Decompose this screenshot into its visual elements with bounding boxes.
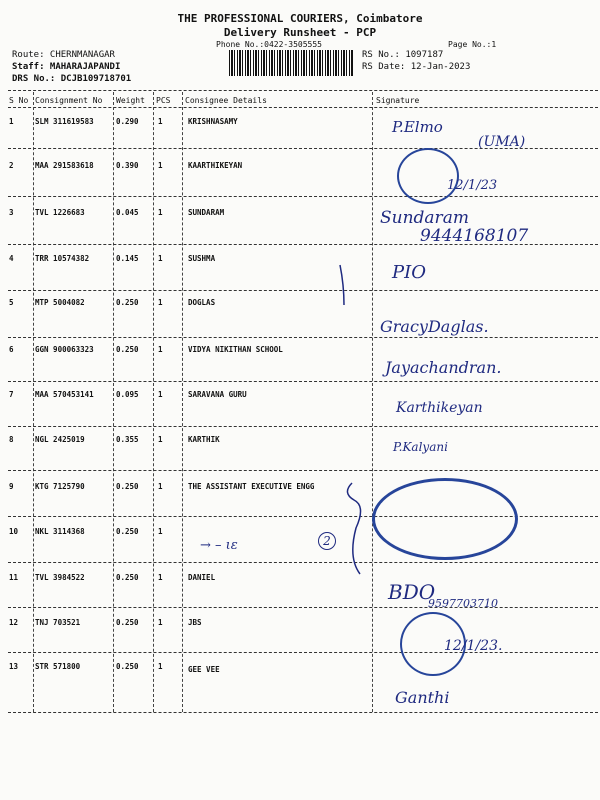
row-sno: 2	[9, 161, 14, 170]
circled-number: 2	[318, 532, 336, 550]
signature-row-4: PIO	[392, 262, 426, 283]
row-rule	[8, 290, 598, 291]
col-header-signature: Signature	[376, 96, 420, 105]
row-consignee: KARTHIK	[188, 435, 220, 444]
phone-number: Phone No.:0422-3505555	[216, 40, 322, 49]
row-sno: 4	[9, 254, 14, 263]
row-weight: 0.250	[116, 345, 139, 354]
col-header-consignee: Consignee Details	[185, 96, 267, 105]
row-pcs: 1	[158, 161, 163, 170]
row-weight: 0.045	[116, 208, 139, 217]
row-pcs: 1	[158, 117, 163, 126]
header-top-rule	[8, 90, 598, 91]
company-name: THE PROFESSIONAL COURIERS, Coimbatore	[177, 12, 423, 25]
barcode	[229, 50, 354, 76]
row-consignee: KRISHNASAMY	[188, 117, 238, 126]
row-consignee: SUSHMA	[188, 254, 216, 263]
row-consignee: VIDYA NIKITHAN SCHOOL	[188, 345, 283, 354]
row-rule	[8, 381, 598, 382]
row-10-handwritten-note: → – ιε	[200, 538, 238, 553]
row-rule	[8, 337, 598, 338]
row-sno: 10	[9, 527, 19, 536]
row-consignment: STR 571800	[35, 662, 81, 671]
route: Route: CHERNMANAGAR	[12, 50, 115, 60]
row-rule	[8, 470, 598, 471]
signature-row-1-note: (UMA)	[478, 134, 526, 150]
row-weight: 0.390	[116, 161, 139, 170]
row-rule	[8, 652, 598, 653]
row-sno: 8	[9, 435, 14, 444]
row-consignment: TVL 1226683	[35, 208, 85, 217]
col-divider	[113, 92, 114, 712]
row-consignment: SLM 311619583	[35, 117, 94, 126]
row-consignee: SUNDARAM	[188, 208, 225, 217]
row-pcs: 1	[158, 618, 163, 627]
row-consignee: THE ASSISTANT EXECUTIVE ENGG	[188, 482, 315, 491]
signature-row-6: Jayachandran.	[385, 358, 502, 377]
row-weight: 0.355	[116, 435, 139, 444]
row-consignee: JBS	[188, 618, 202, 627]
runsheet-title: Delivery Runsheet - PCP	[223, 26, 377, 39]
row-consignment: MAA 291583618	[35, 161, 94, 170]
row-consignment: TNJ 703521	[35, 618, 81, 627]
pen-stroke	[330, 260, 360, 310]
col-divider	[33, 92, 34, 712]
row-pcs: 1	[158, 573, 163, 582]
row-pcs: 1	[158, 662, 163, 671]
signature-row-3-phone: 9444168107	[420, 226, 529, 246]
row-rule	[8, 607, 598, 608]
oval-stamp	[372, 478, 518, 560]
row-weight: 0.095	[116, 390, 139, 399]
row-weight: 0.250	[116, 527, 139, 536]
row-sno: 1	[9, 117, 14, 126]
row-consignee: GEE VEE	[188, 665, 220, 674]
signature-row-11-phone: 9597703710	[428, 597, 498, 610]
signature-row-11: BDO	[388, 580, 436, 604]
row-weight: 0.250	[116, 662, 139, 671]
signature-row-1: P.Elmo	[392, 118, 443, 136]
row-pcs: 1	[158, 298, 163, 307]
row-consignment: GGN 900063323	[35, 345, 94, 354]
signature-row-3: Sundaram	[380, 208, 469, 228]
row-weight: 0.250	[116, 618, 139, 627]
row-consignee: SARAVANA GURU	[188, 390, 247, 399]
row-sno: 13	[9, 662, 19, 671]
row-rule	[8, 712, 598, 713]
row-pcs: 1	[158, 254, 163, 263]
row-sno: 3	[9, 208, 14, 217]
signature-row-7: Karthikeyan	[396, 400, 483, 416]
rs-date: RS Date: 12-Jan-2023	[362, 62, 471, 72]
signature-row-2-date: 12/1/23	[447, 178, 498, 193]
row-weight: 0.250	[116, 573, 139, 582]
row-pcs: 1	[158, 208, 163, 217]
row-sno: 11	[9, 573, 19, 582]
header-bottom-rule	[8, 107, 598, 108]
col-header-pcs: PCS	[156, 96, 171, 105]
row-weight: 0.250	[116, 482, 139, 491]
row-consignment: TRR 10574382	[35, 254, 90, 263]
signature-row-12-date: 12/1/23.	[444, 638, 503, 654]
page-number: Page No.:1	[448, 40, 497, 49]
row-consignment: MTP 5004082	[35, 298, 85, 307]
row-consignment: NKL 3114368	[35, 527, 85, 536]
row-pcs: 1	[158, 482, 163, 491]
row-sno: 9	[9, 482, 14, 491]
row-weight: 0.250	[116, 298, 139, 307]
col-divider	[182, 92, 183, 712]
row-sno: 5	[9, 298, 14, 307]
row-consignee: DOGLAS	[188, 298, 216, 307]
drs-number: DRS No.: DCJB109718701	[12, 74, 132, 84]
row-sno: 7	[9, 390, 14, 399]
col-divider	[372, 92, 373, 712]
row-pcs: 1	[158, 345, 163, 354]
signature-row-13: Ganthi	[395, 688, 450, 707]
row-consignment: NGL 2425019	[35, 435, 85, 444]
row-pcs: 1	[158, 527, 163, 536]
signature-row-5: GracyDaglas.	[380, 317, 489, 336]
row-weight: 0.290	[116, 117, 139, 126]
staff: Staff: MAHARAJAPANDI	[12, 62, 121, 72]
row-pcs: 1	[158, 390, 163, 399]
row-rule	[8, 196, 598, 197]
row-consignee: KAARTHIKEYAN	[188, 161, 243, 170]
row-weight: 0.145	[116, 254, 139, 263]
pen-stroke	[340, 478, 380, 578]
signature-row-8: P.Kalyani	[393, 440, 448, 454]
row-sno: 6	[9, 345, 14, 354]
row-consignment: MAA 570453141	[35, 390, 94, 399]
col-header-consignment: Consignment No	[35, 96, 103, 105]
row-consignment: KTG 7125790	[35, 482, 85, 491]
row-sno: 12	[9, 618, 19, 627]
row-consignee: DANIEL	[188, 573, 216, 582]
col-header-weight: Weight	[116, 96, 145, 105]
col-divider	[153, 92, 154, 712]
rs-number: RS No.: 1097187	[362, 50, 444, 60]
row-rule	[8, 426, 598, 427]
row-consignment: TVL 3984522	[35, 573, 85, 582]
col-header-sno: S No	[9, 96, 29, 105]
row-rule	[8, 562, 598, 563]
round-stamp	[397, 148, 459, 204]
row-pcs: 1	[158, 435, 163, 444]
